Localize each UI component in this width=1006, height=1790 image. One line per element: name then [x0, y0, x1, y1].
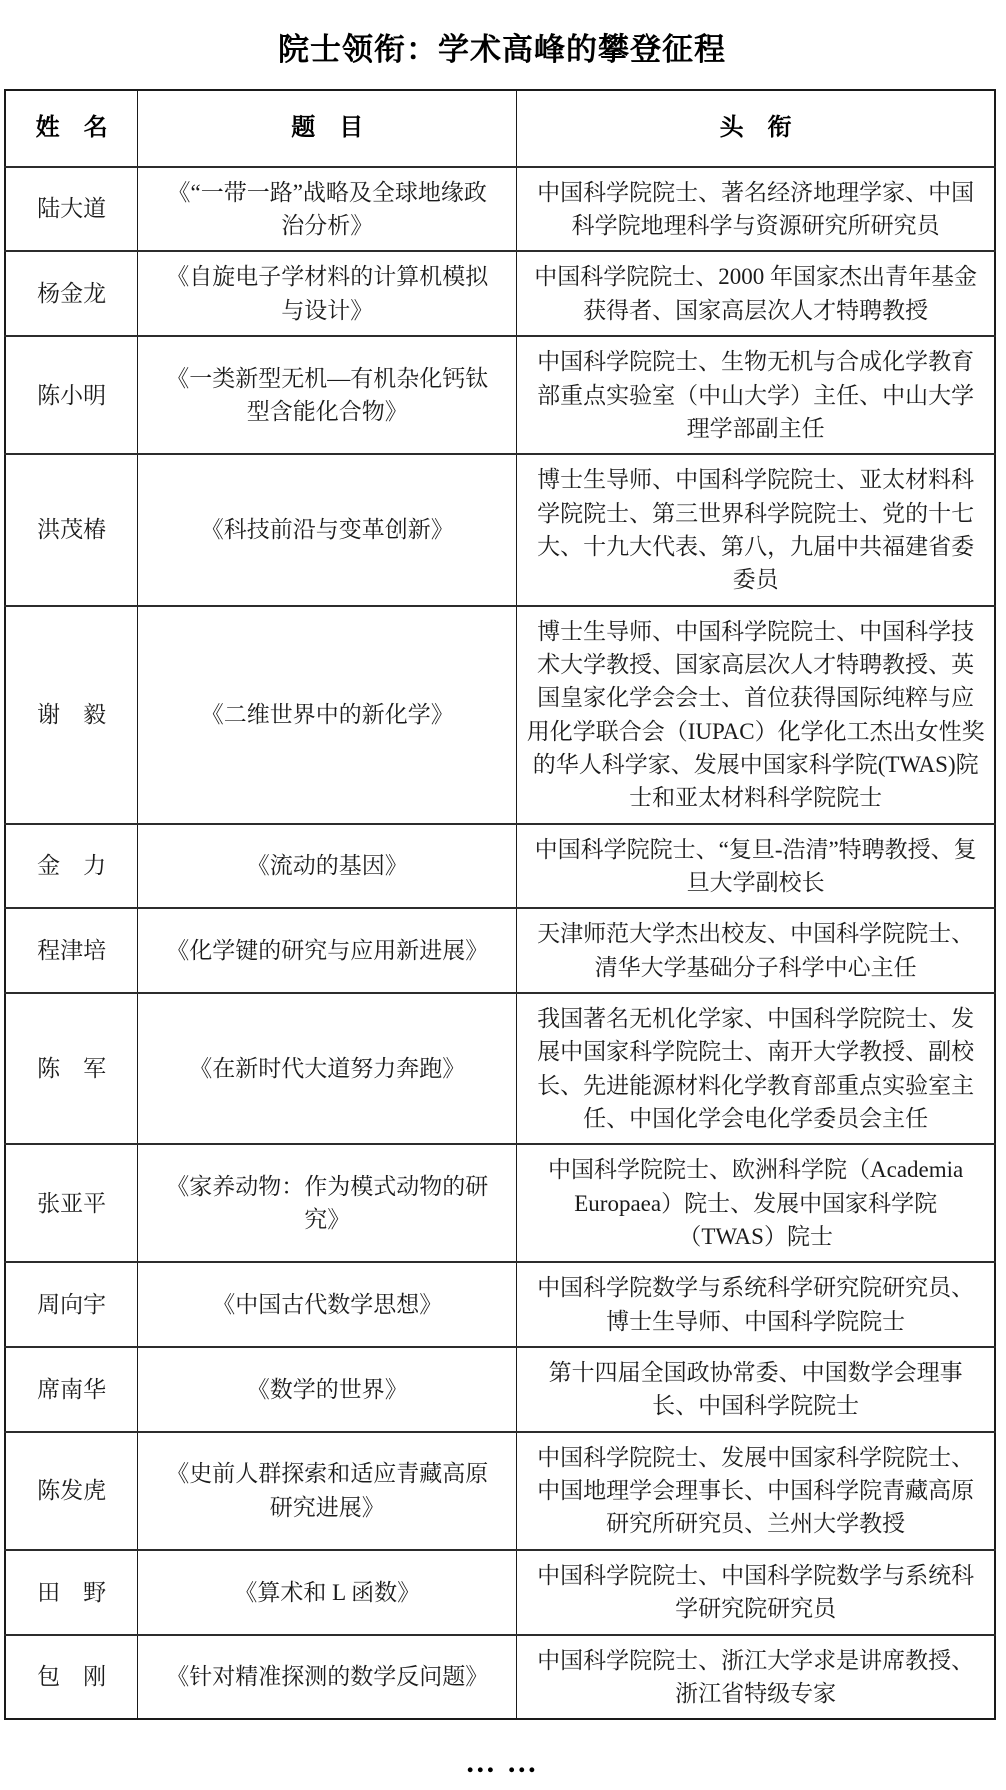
- titles-cell: 中国科学院院士、“复旦-浩清”特聘教授、复旦大学副校长: [517, 824, 995, 909]
- header-topic: 题 目: [138, 90, 517, 167]
- name-cell: 席南华: [5, 1347, 138, 1432]
- table-row: [5, 1144, 995, 1262]
- header-name: 姓 名: [5, 90, 138, 167]
- topic-cell: 《科技前沿与变革创新》: [138, 454, 517, 605]
- table-row: [5, 336, 995, 454]
- topic-cell: 《化学键的研究与应用新进展》: [138, 908, 517, 993]
- titles-cell: 中国科学院院士、发展中国家科学院院士、中国地理学会理事长、中国科学院青藏高原研究所研究员、兰州大学教授: [517, 1432, 995, 1550]
- roster-table: [4, 89, 996, 1720]
- name-cell: 陈小明: [5, 336, 138, 454]
- titles-cell: 博士生导师、中国科学院院士、亚太材料科学院院士、第三世界科学院院士、党的十七大、十九大代表、第八，九届中共福建省委委员: [517, 454, 995, 605]
- name-cell: 田 野: [5, 1550, 138, 1635]
- table-row: [5, 167, 995, 252]
- topic-cell: 《自旋电子学材料的计算机模拟与设计》: [138, 251, 517, 336]
- table-row: [5, 251, 995, 336]
- topic-cell: 《算术和 L 函数》: [138, 1550, 517, 1635]
- table-row: [5, 1432, 995, 1550]
- name-cell: 周向宇: [5, 1262, 138, 1347]
- document-title: 院士领衔：学术高峰的攀登征程: [278, 32, 726, 67]
- name-cell: 程津培: [5, 908, 138, 993]
- topic-cell: 《数学的世界》: [138, 1347, 517, 1432]
- table-row: [5, 993, 995, 1144]
- titles-cell: 我国著名无机化学家、中国科学院院士、发展中国家科学院院士、南开大学教授、副校长、先进能源材料化学教育部重点实验室主任、中国化学会电化学委员会主任: [517, 993, 995, 1144]
- titles-cell: 中国科学院院士、中国科学院数学与系统科学研究院研究员: [517, 1550, 995, 1635]
- name-cell: 陈发虎: [5, 1432, 138, 1550]
- titles-cell: 中国科学院院士、欧洲科学院（Academia Europaea）院士、发展中国家科学院（TWAS）院士: [517, 1144, 995, 1262]
- footer-ellipsis: … …: [465, 1746, 539, 1780]
- table-row: [5, 1262, 995, 1347]
- titles-cell: 第十四届全国政协常委、中国数学会理事长、中国科学院院士: [517, 1347, 995, 1432]
- topic-cell: 《中国古代数学思想》: [138, 1262, 517, 1347]
- topic-cell: 《史前人群探索和适应青藏高原研究进展》: [138, 1432, 517, 1550]
- name-cell: 金 力: [5, 824, 138, 909]
- name-cell: 陆大道: [5, 167, 138, 252]
- titles-cell: 中国科学院院士、2000 年国家杰出青年基金获得者、国家高层次人才特聘教授: [517, 251, 995, 336]
- table-row: [5, 606, 995, 824]
- topic-cell: 《二维世界中的新化学》: [138, 606, 517, 824]
- name-cell: 张亚平: [5, 1144, 138, 1262]
- table-row: [5, 1550, 995, 1635]
- topic-cell: 《“一带一路”战略及全球地缘政治分析》: [138, 167, 517, 252]
- name-cell: 谢 毅: [5, 606, 138, 824]
- titles-cell: 中国科学院院士、生物无机与合成化学教育部重点实验室（中山大学）主任、中山大学理学部副主任: [517, 336, 995, 454]
- table-row: [5, 908, 995, 993]
- header-row: [5, 90, 995, 167]
- name-cell: 杨金龙: [5, 251, 138, 336]
- topic-cell: 《针对精准探测的数学反问题》: [138, 1635, 517, 1720]
- topic-cell: 《在新时代大道努力奔跑》: [138, 993, 517, 1144]
- titles-cell: 中国科学院院士、著名经济地理学家、中国科学院地理科学与资源研究所研究员: [517, 167, 995, 252]
- header-titles: 头 衔: [517, 90, 995, 167]
- titles-cell: 中国科学院数学与系统科学研究院研究员、博士生导师、中国科学院院士: [517, 1262, 995, 1347]
- topic-cell: 《一类新型无机—有机杂化钙钛型含能化合物》: [138, 336, 517, 454]
- titles-cell: 天津师范大学杰出校友、中国科学院院士、清华大学基础分子科学中心主任: [517, 908, 995, 993]
- name-cell: 包 刚: [37, 1664, 107, 1690]
- name-cell: 洪茂椿: [5, 454, 138, 605]
- topic-cell: 《家养动物：作为模式动物的研究》: [138, 1144, 517, 1262]
- table-row: [5, 1347, 995, 1432]
- table-row: [5, 454, 995, 605]
- name-cell: 陈 军: [5, 993, 138, 1144]
- table-row: [5, 824, 995, 909]
- titles-cell: 中国科学院院士、浙江大学求是讲席教授、浙江省特级专家: [517, 1635, 995, 1720]
- table-row: [5, 1635, 995, 1720]
- titles-cell: 博士生导师、中国科学院院士、中国科学技术大学教授、国家高层次人才特聘教授、英国皇家化学会会士、首位获得国际纯粹与应用化学联合会（IUPAC）化学化工杰出女性奖的华人科学家、发展中国家科学院(TWAS)院士和亚太材料科学院院士: [517, 606, 995, 824]
- topic-cell: 《流动的基因》: [138, 824, 517, 909]
